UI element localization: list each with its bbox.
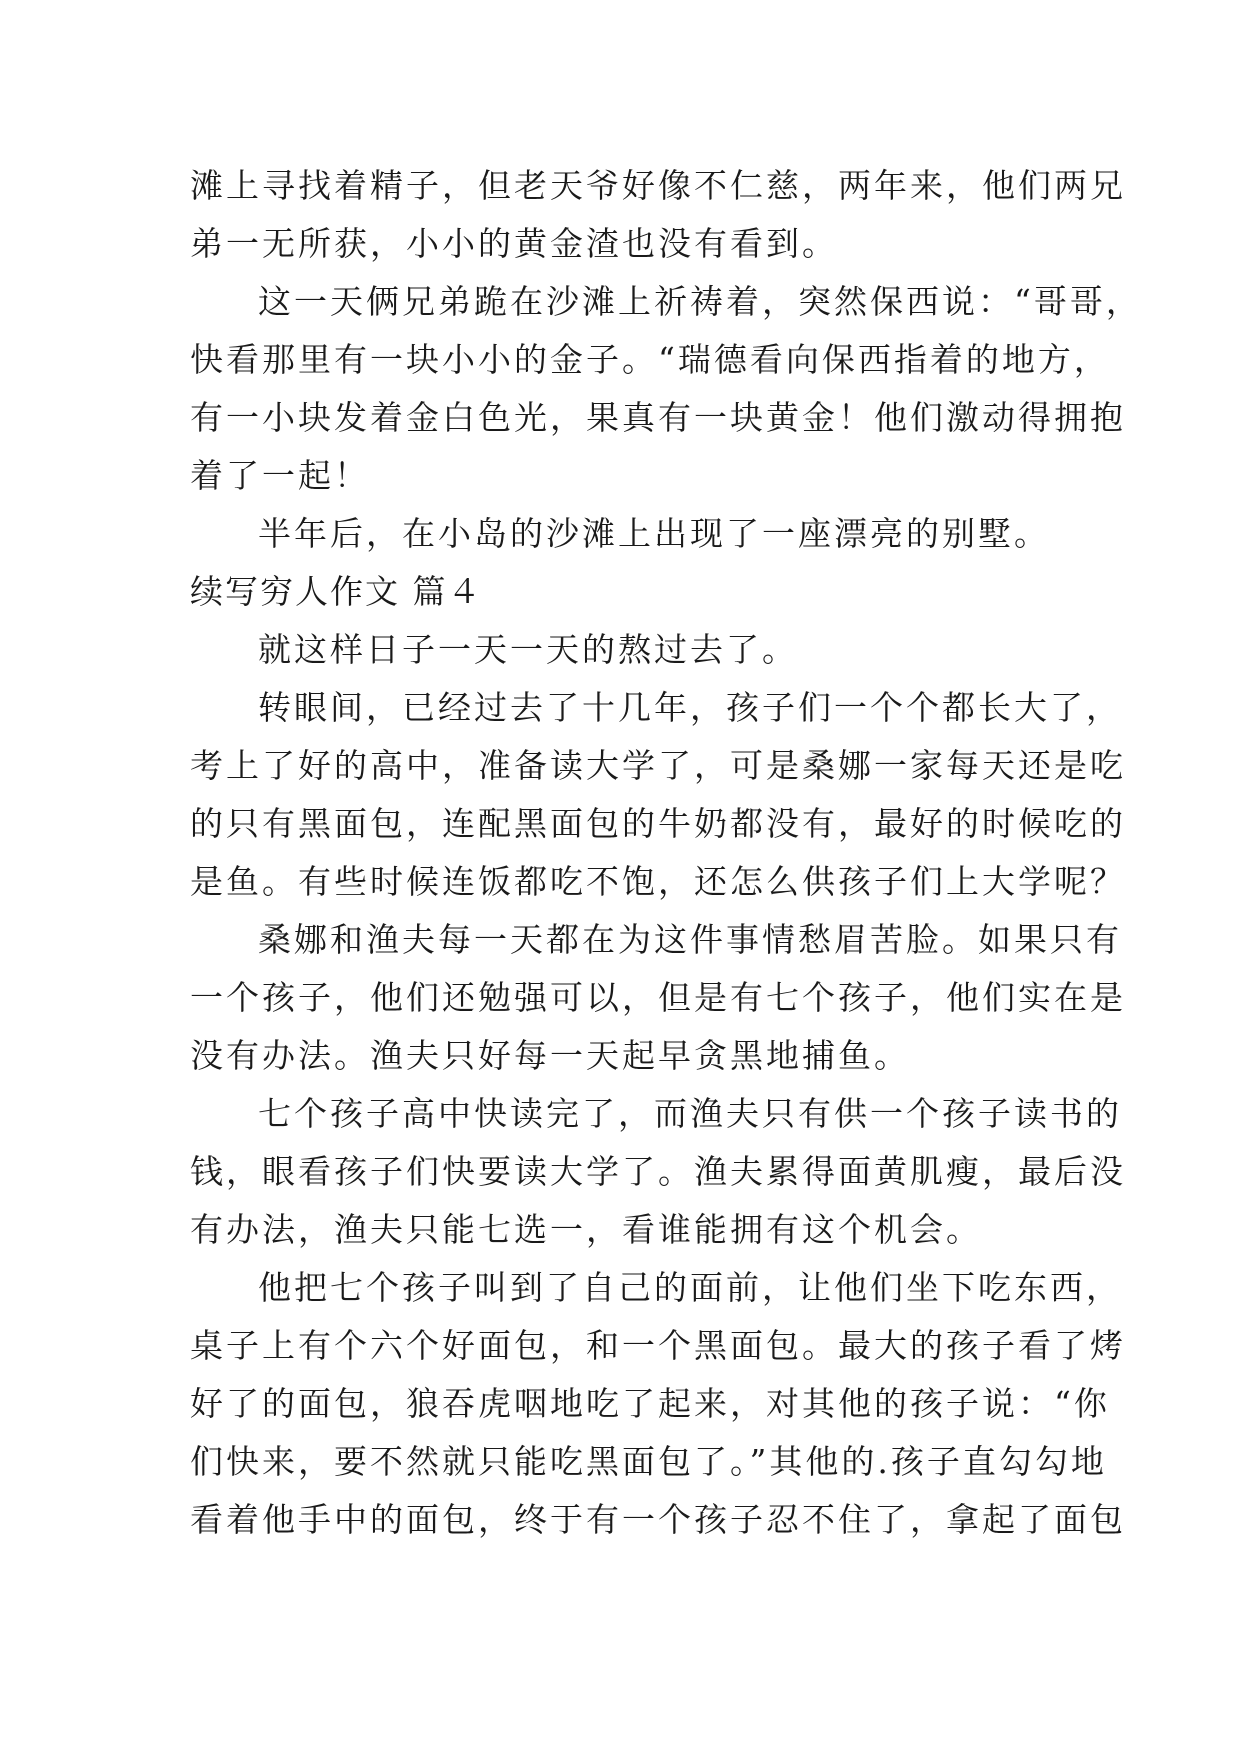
- text-line: 看着他手中的面包，终于有一个孩子忍不住了，拿起了面包: [190, 1500, 1126, 1539]
- text-line: 半年后，在小岛的沙滩上出现了一座漂亮的别墅。: [258, 514, 1050, 553]
- text-line: 钱，眼看孩子们快要读大学了。渔夫累得面黄肌瘦，最后没: [190, 1152, 1126, 1191]
- text-line: 他把七个孩子叫到了自己的面前，让他们坐下吃东西，: [258, 1268, 1122, 1307]
- section-heading: 续写穷人作文 篇４: [190, 572, 483, 611]
- text-line: 有办法，渔夫只能七选一，看谁能拥有这个机会。: [190, 1210, 982, 1249]
- text-line: 快看那里有一块小小的金子。“瑞德看向保西指着的地方，: [190, 340, 1110, 379]
- text-line: 好了的面包，狼吞虎咽地吃了起来，对其他的孩子说：“你: [190, 1384, 1110, 1423]
- document-body: [190, 157, 1142, 1549]
- text-line: 滩上寻找着精子，但老天爷好像不仁慈，两年来，他们两兄: [190, 166, 1126, 205]
- text-line: 桑娜和渔夫每一天都在为这件事情愁眉苦脸。如果只有: [258, 920, 1122, 959]
- text-line: 这一天俩兄弟跪在沙滩上祈祷着，突然保西说：“哥哥，: [258, 282, 1142, 321]
- text-line: 桌子上有个六个好面包，和一个黑面包。最大的孩子看了烤: [190, 1326, 1126, 1365]
- text-line: 是鱼。有些时候连饭都吃不饱，还怎么供孩子们上大学呢？: [190, 862, 1126, 901]
- text-line: 的只有黑面包，连配黑面包的牛奶都没有，最好的时候吃的: [190, 804, 1126, 843]
- text-line: 有一小块发着金白色光，果真有一块黄金！他们激动得拥抱: [190, 398, 1126, 437]
- text-line: 弟一无所获，小小的黄金渣也没有看到。: [190, 224, 838, 263]
- text-line: 考上了好的高中，准备读大学了，可是桑娜一家每天还是吃: [190, 746, 1126, 785]
- text-line: 转眼间，已经过去了十几年，孩子们一个个都长大了，: [258, 688, 1122, 727]
- text-line: 七个孩子高中快读完了，而渔夫只有供一个孩子读书的: [258, 1094, 1122, 1133]
- text-line: 着了一起！: [190, 456, 370, 495]
- text-line: 一个孩子，他们还勉强可以，但是有七个孩子，他们实在是: [190, 978, 1126, 1017]
- text-line: 没有办法。渔夫只好每一天起早贪黑地捕鱼。: [190, 1036, 910, 1075]
- text-line: 就这样日子一天一天的熬过去了。: [258, 630, 798, 669]
- text-line: 们快来，要不然就只能吃黑面包了。”其他的.孩子直勾勾地: [190, 1442, 1107, 1481]
